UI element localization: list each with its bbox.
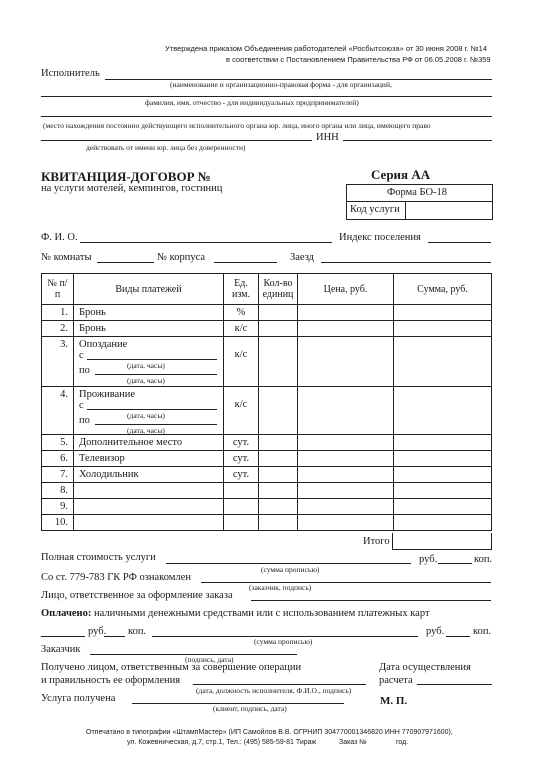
paid-kop-field[interactable] bbox=[104, 636, 125, 637]
name-cell[interactable] bbox=[74, 515, 224, 531]
price-cell[interactable] bbox=[298, 337, 394, 387]
stay-to-field[interactable] bbox=[95, 424, 217, 425]
building-number-label: № корпуса bbox=[157, 252, 206, 263]
paid-line bbox=[41, 609, 430, 620]
settlement-date-label-1: Дата осуществления bbox=[379, 662, 471, 673]
header-unit: Ед. изм. bbox=[224, 274, 259, 305]
qty-cell[interactable] bbox=[259, 305, 298, 321]
paid-rub-label-2: руб. bbox=[426, 626, 445, 637]
sum-cell[interactable] bbox=[394, 337, 492, 387]
service-received-label: Услуга получена bbox=[41, 693, 116, 704]
late-from-field[interactable] bbox=[87, 359, 217, 360]
sum-cell[interactable] bbox=[394, 305, 492, 321]
settlement-date-label-2: расчета bbox=[379, 675, 413, 686]
total-field[interactable] bbox=[392, 533, 492, 550]
sum-cell[interactable] bbox=[394, 499, 492, 515]
header-quantity: Кол-во единиц bbox=[259, 274, 298, 305]
fio-label: Ф. И. О. bbox=[41, 232, 78, 243]
building-number-field[interactable] bbox=[214, 262, 277, 263]
printer-info-line-1: Отпечатано в типографии «ШтампМастер» (ИП Самойлов В.В. ОГРНИП 304770001346820 ИНН 770907971600), bbox=[86, 729, 453, 736]
law-acknowledgement: Со ст. 779-783 ГК РФ ознакомлен bbox=[41, 572, 191, 583]
qty-cell[interactable] bbox=[259, 321, 298, 337]
sum-cell[interactable] bbox=[394, 515, 492, 531]
settlement-index-label: Индекс поселения bbox=[339, 232, 421, 243]
table-row: 4. Проживание с (дата, часы) по (дата, часы) к/с bbox=[42, 387, 492, 435]
customer-signature-caption: (заказчик, подпись) bbox=[249, 583, 312, 592]
order-number-label: Заказ № bbox=[339, 739, 367, 746]
stamp-place-label: М. П. bbox=[380, 695, 408, 707]
price-cell[interactable] bbox=[298, 499, 394, 515]
paid-kop-label-2: коп. bbox=[473, 626, 492, 637]
price-cell[interactable] bbox=[298, 321, 394, 337]
sum-cell[interactable] bbox=[394, 387, 492, 435]
payments-table bbox=[41, 273, 492, 531]
qty-cell[interactable] bbox=[259, 515, 298, 531]
executor-label: Исполнитель bbox=[41, 68, 100, 79]
form-number: Форма БО-18 bbox=[387, 187, 448, 198]
table-row: 1. Бронь % bbox=[42, 305, 492, 321]
table-row: 9. bbox=[42, 499, 492, 515]
name-cell[interactable] bbox=[74, 483, 224, 499]
arrival-field[interactable] bbox=[321, 262, 491, 263]
received-by-field[interactable] bbox=[193, 684, 366, 685]
approval-line-2: в соответствии с Постановлением Правительства РФ от 06.05.2008 г. №359 bbox=[226, 55, 491, 64]
client-caption: (клиент, подпись, дата) bbox=[213, 704, 287, 713]
header-sum: Сумма, руб. bbox=[394, 274, 492, 305]
inn-label: ИНН bbox=[316, 132, 339, 143]
price-cell[interactable] bbox=[298, 451, 394, 467]
price-cell[interactable] bbox=[298, 483, 394, 499]
total-label: Итого bbox=[363, 536, 390, 547]
name-cell[interactable] bbox=[74, 499, 224, 515]
paid-words-caption: (сумма прописью) bbox=[254, 637, 313, 646]
executor-caption-4: действовать от имени юр. лица без доверенности) bbox=[86, 143, 246, 152]
price-cell[interactable] bbox=[298, 305, 394, 321]
table-row: 6. Телевизор сут. bbox=[42, 451, 492, 467]
fio-field[interactable] bbox=[80, 242, 332, 243]
full-cost-label: Полная стоимость услуги bbox=[41, 552, 156, 563]
executor-caption-2: фамилия, имя, отчество - для индивидуальных предпринимателей) bbox=[145, 98, 359, 107]
document-subtitle: на услуги мотелей, кемпингов, гостиниц bbox=[41, 183, 223, 194]
executor-caption-1: (наименование и организационно-правовая форма - для организаций, bbox=[170, 80, 392, 89]
qty-cell[interactable] bbox=[259, 499, 298, 515]
executor-caption-3: (место нахождения постоянно действующего исполнительного органа юр. лица, иного органа или лица, имеющего право bbox=[43, 121, 431, 130]
customer-label: Заказчик bbox=[41, 644, 81, 655]
stay-from-field[interactable] bbox=[87, 409, 217, 410]
year-label: год. bbox=[396, 739, 409, 746]
room-number-label: № комнаты bbox=[41, 252, 92, 263]
table-row: 5. Дополнительное место сут. bbox=[42, 435, 492, 451]
paid-rub-field-2[interactable] bbox=[446, 636, 470, 637]
settlement-index-field[interactable] bbox=[428, 242, 491, 243]
approval-line-1: Утверждена приказом Объединения работодателей «Росбытсоюза» от 30 июня 2008 г. №14 bbox=[165, 44, 488, 53]
document-title: КВИТАНЦИЯ-ДОГОВОР № bbox=[41, 169, 211, 184]
full-cost-rub-field[interactable] bbox=[438, 563, 472, 564]
price-cell[interactable] bbox=[298, 435, 394, 451]
sum-cell[interactable] bbox=[394, 467, 492, 483]
table-row: 7. Холодильник сут. bbox=[42, 467, 492, 483]
price-cell[interactable] bbox=[298, 515, 394, 531]
responsible-person-field[interactable] bbox=[251, 600, 491, 601]
qty-cell[interactable] bbox=[259, 483, 298, 499]
received-by-caption: (дата, должность исполнителя, Ф.И.О., подпись) bbox=[196, 686, 352, 695]
service-code-label: Код услуги bbox=[350, 204, 400, 215]
rub-label: руб. bbox=[419, 554, 438, 565]
qty-cell[interactable] bbox=[259, 435, 298, 451]
executor-line-4[interactable] bbox=[41, 140, 312, 141]
received-label-1: Получено лицом, ответственным за совершение операции bbox=[41, 662, 302, 673]
qty-cell[interactable] bbox=[259, 467, 298, 483]
kop-label: коп. bbox=[474, 554, 493, 565]
qty-cell[interactable] bbox=[259, 387, 298, 435]
executor-line-2[interactable] bbox=[41, 96, 492, 97]
full-cost-caption: (сумма прописью) bbox=[261, 565, 320, 574]
customer-signature-field[interactable] bbox=[201, 582, 491, 583]
arrival-label: Заезд bbox=[290, 252, 315, 263]
qty-cell[interactable] bbox=[259, 337, 298, 387]
table-header-row bbox=[42, 274, 492, 305]
header-payment-types: Виды платежей bbox=[74, 274, 224, 305]
paid-kop-label: коп. bbox=[128, 626, 147, 637]
header-price: Цена, руб. bbox=[298, 274, 394, 305]
settlement-date-field[interactable] bbox=[417, 684, 492, 685]
executor-address-field[interactable] bbox=[41, 116, 492, 117]
table-row: 2. Бронь к/с bbox=[42, 321, 492, 337]
qty-cell[interactable] bbox=[259, 451, 298, 467]
paid-label: Оплачено: bbox=[41, 608, 92, 619]
paid-description: наличными денежными средствами или с использованием платежных карт bbox=[93, 608, 430, 619]
paid-rub-label: руб. bbox=[88, 626, 107, 637]
sum-cell[interactable] bbox=[394, 451, 492, 467]
received-label-2: и правильность ее оформления bbox=[41, 675, 181, 686]
responsible-person-label: Лицо, ответственное за оформление заказа bbox=[41, 590, 233, 601]
service-code-field[interactable] bbox=[406, 202, 492, 219]
customer-caption: (подпись, дата) bbox=[185, 655, 234, 664]
sum-cell[interactable] bbox=[394, 321, 492, 337]
paid-rub-field[interactable] bbox=[41, 636, 85, 637]
inn-field[interactable] bbox=[343, 140, 492, 141]
header-num: № п/п bbox=[42, 274, 74, 305]
price-cell[interactable] bbox=[298, 467, 394, 483]
series-label: Серия АА bbox=[371, 167, 431, 182]
form-code-box bbox=[346, 184, 493, 220]
late-to-field[interactable] bbox=[95, 374, 217, 375]
sum-cell[interactable] bbox=[394, 483, 492, 499]
table-row: 8. bbox=[42, 483, 492, 499]
table-row: 10. bbox=[42, 515, 492, 531]
printer-info-line-2: ул. Кожевническая, д.7, стр.1, Тел.: (495) 585-59-81 Тираж bbox=[127, 739, 317, 746]
table-row: 3. Опоздание с (дата, часы) по (дата, часы) к/с bbox=[42, 337, 492, 387]
price-cell[interactable] bbox=[298, 387, 394, 435]
sum-cell[interactable] bbox=[394, 435, 492, 451]
room-number-field[interactable] bbox=[97, 262, 154, 263]
full-cost-words-field[interactable] bbox=[166, 563, 411, 564]
